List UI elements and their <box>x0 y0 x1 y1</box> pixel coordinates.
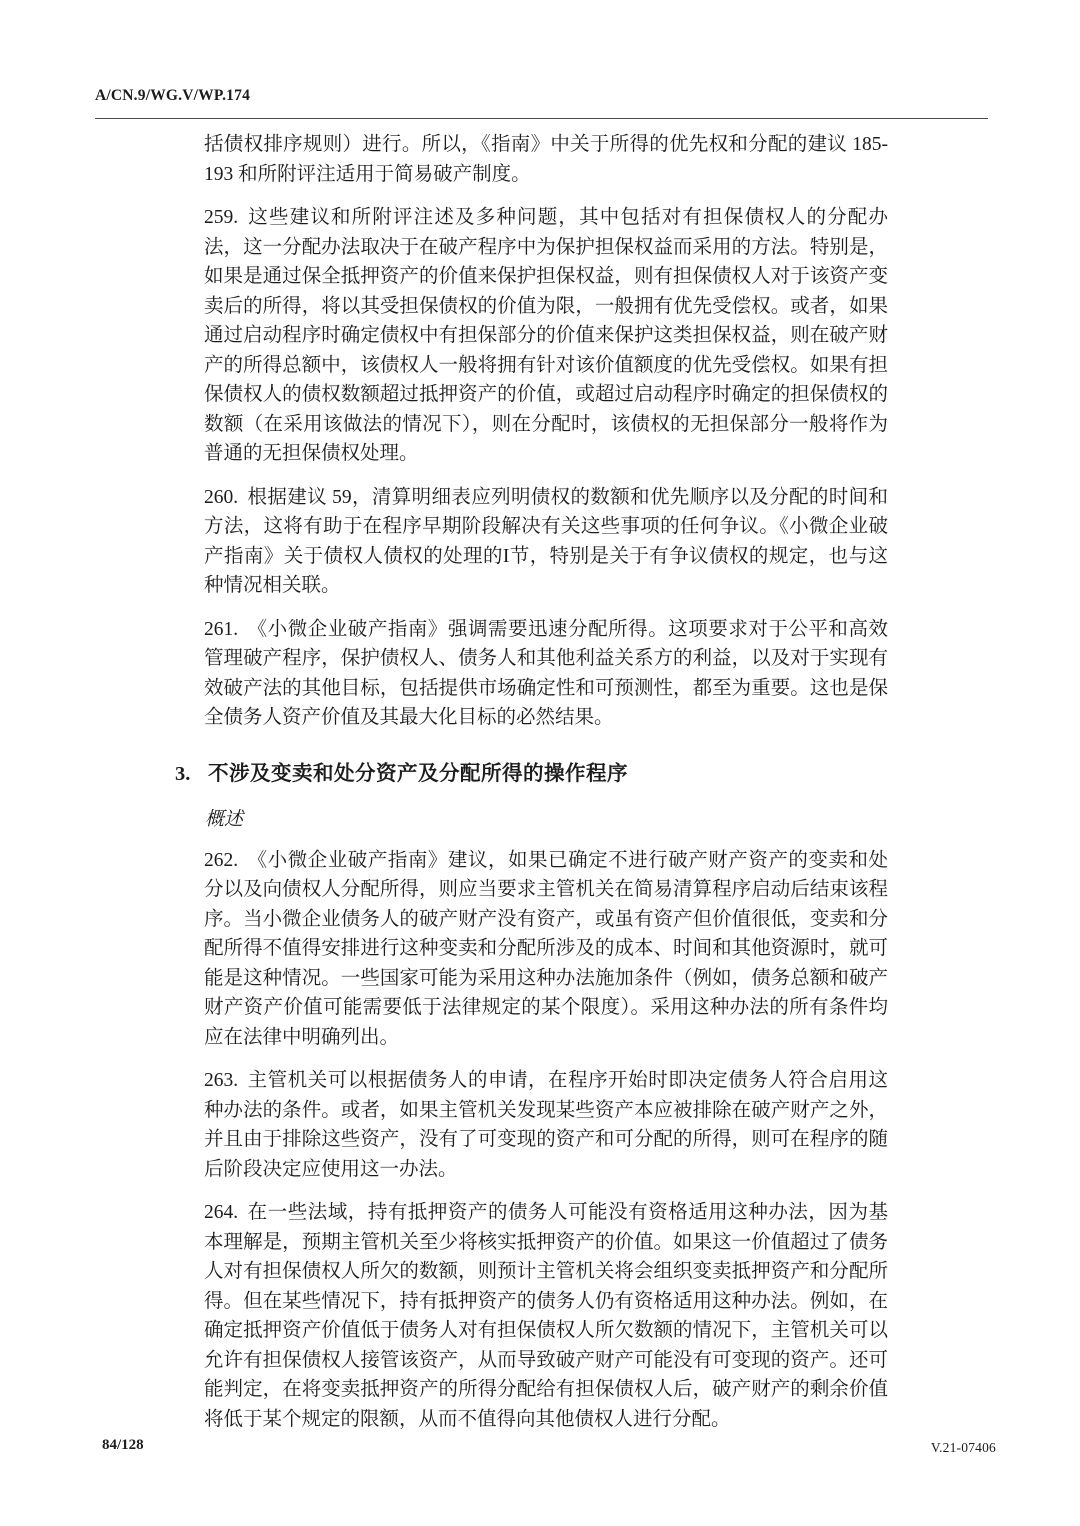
subsection-label: 概述 <box>205 808 244 830</box>
paragraph-number: 264. <box>204 1202 239 1223</box>
header-divider <box>95 118 988 119</box>
paragraph-continuation <box>204 130 888 189</box>
paragraph-260 <box>204 483 888 601</box>
paragraph-number: 260. <box>204 486 239 508</box>
section-number: 3. <box>175 762 191 785</box>
section-title: 不涉及变卖和处分资产及分配所得的操作程序 <box>208 762 628 785</box>
paragraph-263 <box>204 1066 888 1184</box>
body-column <box>175 130 888 1448</box>
paragraph-text: 在一些法域，持有抵押资产的债务人可能没有资格适用这种办法，因为基本理解是，预期主管机关至少将核实抵押资产的价值。如果这一价值超过了债务人对有担保债权人所欠的数额，则预计主管机关将会组织变卖抵押资产和分配所得。但在某些情况下，持有抵押资产的债务人仍有资格适用这种办法。例如，在确定抵押资产价值低于债务人对有担保债权人所欠数额的情况下，主管机关可以允许有担保债权人接管该资产，从而导致破产财产可能没有可变现的资产。还可能判定，在将变卖抵押资产的所得分配给有担保债权人后，破产财产的剩余价值将低于某个规定的限额，从而不值得向其他债权人进行分配。 <box>204 1202 888 1430</box>
paragraph-number: 259. <box>204 207 239 228</box>
paragraph-264 <box>204 1198 888 1434</box>
paragraph-259 <box>204 203 888 469</box>
paragraph-text: 根据建议 59，清算明细表应列明债权的数额和优先顺序以及分配的时间和方法，这将有助于在程序早期阶段解决有关这些事项的任何争议。《小微企业破产指南》关于债权人债权的处理的I节，特别是关于有争议债权的规定，也与这种情况相关联。 <box>204 486 888 596</box>
paragraph-262 <box>204 846 888 1053</box>
paragraph-number: 263. <box>204 1070 239 1091</box>
paragraph-261 <box>204 615 888 733</box>
footer-page-number: 84/128 <box>102 1437 144 1453</box>
paragraph-text: 主管机关可以根据债务人的申请，在程序开始时即决定债务人符合启用这种办法的条件。或者，如果主管机关发现某些资产本应被排除在破产财产之外，并且由于排除这些资产，没有了可变现的资产和可分配的所得，则可在程序的随后阶段决定应使用这一办法。 <box>204 1070 888 1180</box>
paragraph-number: 261. <box>204 618 239 640</box>
document-symbol: A/CN.9/WG.V/WP.174 <box>95 87 251 104</box>
paragraph-text: 这些建议和所附评注述及多种问题，其中包括对有担保债权人的分配办法，这一分配办法取决于在破产程序中为保护担保权益而采用的方法。特别是，如果是通过保全抵押资产的价值来保护担保权益，则有担保债权人对于该资产变卖后的所得，将以其受担保债权的价值为限，一般拥有优先受偿权。或者，如果通过启动程序时确定债权中有担保部分的价值来保护这类担保权益，则在破产财产的所得总额中，该债权人一般将拥有针对该价值额度的优先受偿权。如果有担保债权人的债权数额超过抵押资产的价值，或超过启动程序时确定的担保债权的数额（在采用该做法的情况下），则在分配时，该债权的无担保部分一般将作为普通的无担保债权处理。 <box>204 207 888 464</box>
footer-document-id: V.21-07406 <box>930 1440 996 1455</box>
paragraph-text: 括债权排序规则）进行。所以，《指南》中关于所得的优先权和分配的建议 185-193 和所附评注适用于简易破产制度。 <box>204 134 888 185</box>
paragraph-number: 262. <box>204 849 239 871</box>
section-heading <box>175 759 888 789</box>
paragraph-text: 《小微企业破产指南》强调需要迅速分配所得。这项要求对于公平和高效管理破产程序，保护债权人、债务人和其他利益关系方的利益，以及对于实现有效破产法的其他目标，包括提供市场确定性和可预测性，都至为重要。这也是保全债务人资产价值及其最大化目标的必然结果。 <box>204 618 888 728</box>
paragraph-text: 《小微企业破产指南》建议，如果已确定不进行破产财产资产的变卖和处分以及向债权人分配所得，则应当要求主管机关在简易清算程序启动后结束该程序。当小微企业债务人的破产财产没有资产，或虽有资产但价值很低，变卖和分配所得不值得安排进行这种变卖和分配所涉及的成本、时间和其他资源时，就可能是这种情况。一些国家可能为采用这种办法施加条件（例如，债务总额和破产财产资产价值可能需要低于法律规定的某个限度）。采用这种办法的所有条件均应在法律中明确列出。 <box>204 849 888 1048</box>
